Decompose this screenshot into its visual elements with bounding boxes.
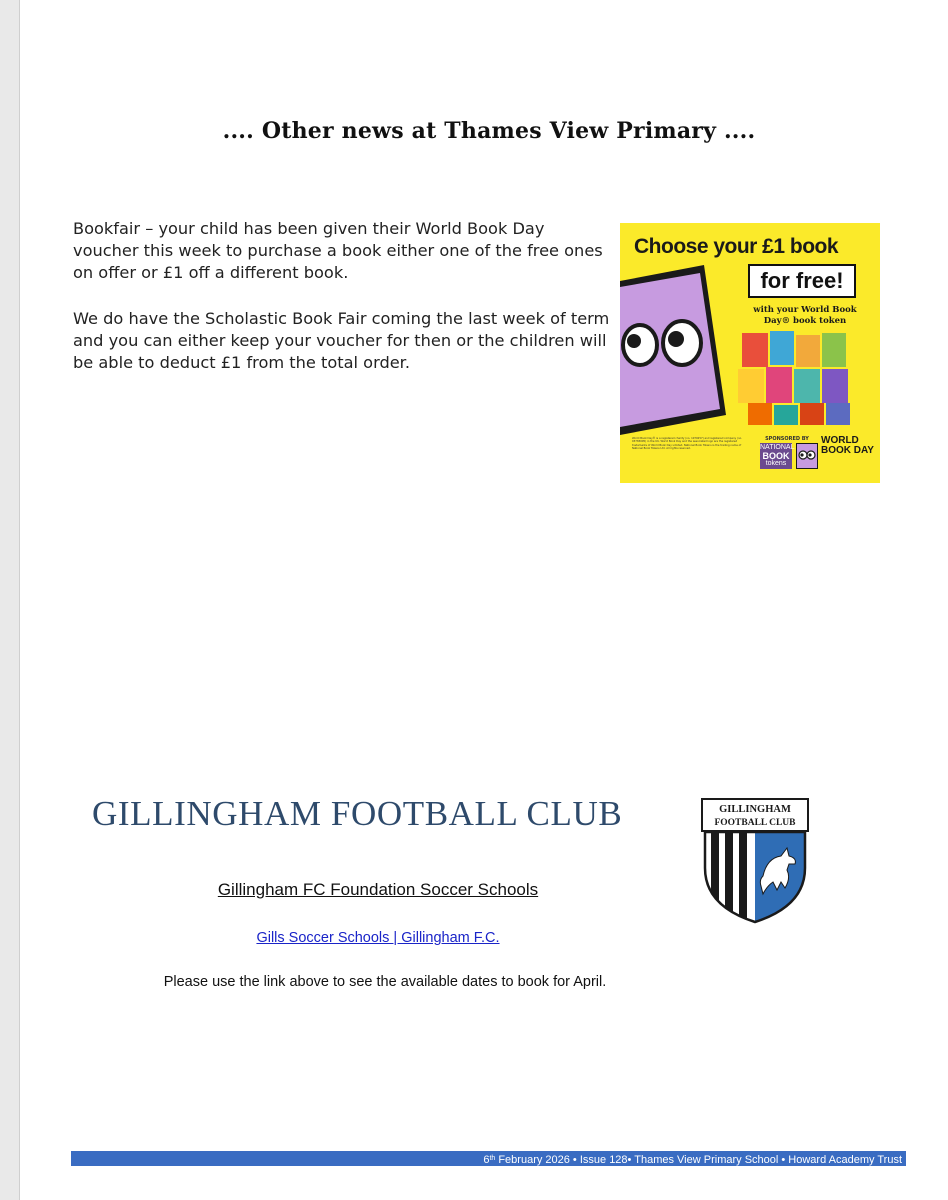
footer-day-suffix: th	[489, 1155, 496, 1162]
booking-note: Please use the link above to see the available dates to book for April.	[163, 974, 607, 990]
book-character-illustration	[620, 263, 732, 441]
nbt-line-1: NATIONAL	[760, 444, 795, 451]
poster-subtext: with your World Book Day® book token	[753, 305, 857, 326]
bookfair-paragraph-2: We do have the Scholastic Book Fair coming the last week of term and you can either keep your voucher for then or the children will be able to deduct £1 from the total order.	[73, 309, 610, 372]
page-gutter	[0, 0, 20, 1200]
club-name-heading: GILLINGHAM FOOTBALL CLUB	[92, 794, 623, 833]
soccer-schools-heading: Gillingham FC Foundation Soccer Schools	[217, 880, 539, 899]
poster-free-badge: for free!	[748, 264, 856, 298]
crest-text-1: GILLINGHAM	[719, 804, 791, 815]
world-book-day-logo-text: WORLD BOOK DAY	[821, 435, 874, 456]
page-title: .... Other news at Thames View Primary ....	[222, 118, 756, 144]
footer-details: February 2026 • Issue 128• Thames View Primary School • Howard Academy Trust	[495, 1154, 902, 1166]
nbt-line-2: BOOK	[762, 451, 790, 461]
gillingham-crest-icon	[701, 798, 809, 924]
poster-fine-print: World Book Day® is a registered charity (no. 1079257) and registered company (no. 03783095) in the UK. World Book Day and the associated logo are the registered trademarks of World Book Day Limited. National Book Tokens is the trading name of National Book Tokens Ltd. All rights reserved.	[632, 437, 742, 451]
soccer-schools-link[interactable]: Gills Soccer Schools | Gillingham F.C.	[256, 930, 500, 946]
world-book-day-logo-icon	[796, 443, 818, 469]
national-book-tokens-logo	[760, 443, 795, 469]
newsletter-footer	[71, 1151, 906, 1166]
sponsored-label: SPONSORED BY	[765, 436, 809, 442]
crest-text-2: FOOTBALL CLUB	[714, 818, 796, 828]
nbt-line-3: tokens	[765, 460, 787, 467]
bookfair-paragraph-1: Bookfair – your child has been given their World Book Day voucher this week to purchase a book either one of the free ones on offer or £1 off a different book.	[73, 219, 603, 282]
world-book-day-poster	[620, 223, 880, 483]
footer-day: 6	[483, 1154, 490, 1166]
poster-headline: Choose your £1 book	[634, 235, 839, 258]
book-covers-stack	[738, 331, 868, 427]
